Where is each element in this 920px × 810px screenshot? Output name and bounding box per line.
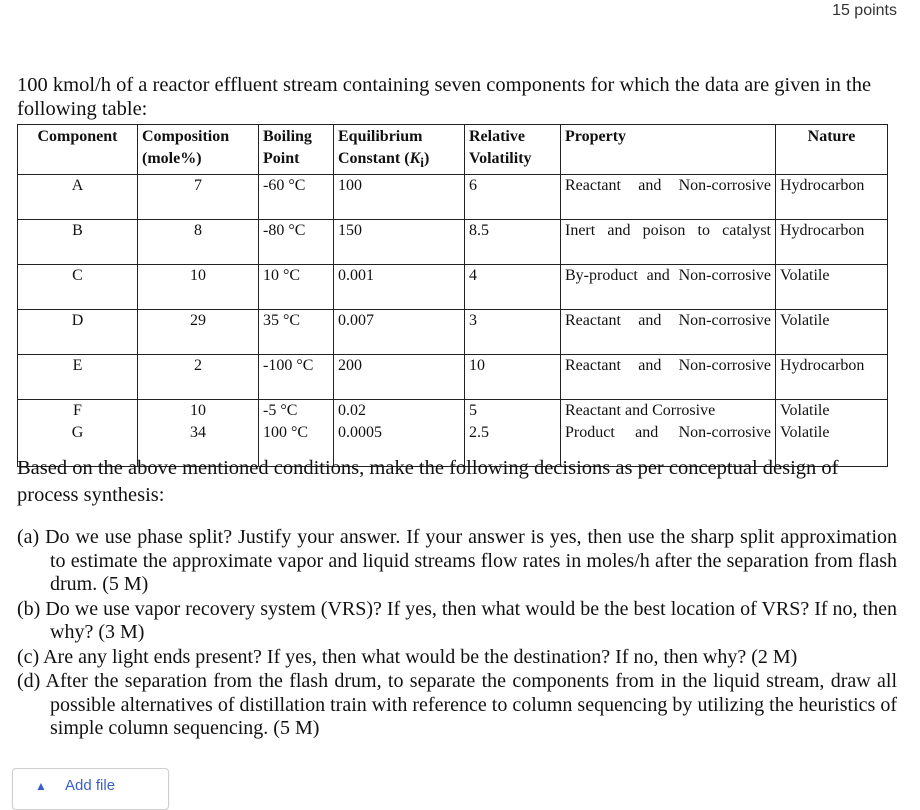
table-row <box>18 220 888 265</box>
cell-equilibrium-constant: 0.0005 <box>334 422 465 467</box>
header-equilibrium-text: Equilibrium Constant ( <box>338 128 423 167</box>
table-row <box>18 310 888 355</box>
header-property: Property <box>561 125 776 175</box>
cell-component: E <box>18 355 138 400</box>
cell-equilibrium-constant: 0.02 <box>334 400 465 423</box>
header-equilibrium-sub: i <box>420 155 424 171</box>
cell-boiling-point: 10 °C <box>259 265 334 310</box>
cell-equilibrium-constant: 0.001 <box>334 265 465 310</box>
header-boiling-point: Boiling Point <box>259 125 334 175</box>
cell-relative-volatility: 5 <box>465 400 561 423</box>
question-c: (c) Are any light ends present? If yes, then what would be the destination? If no, then why? (2 M) <box>17 645 798 668</box>
header-equilibrium-close: ) <box>423 150 430 167</box>
cell-component: A <box>18 175 138 220</box>
cell-equilibrium-constant: 0.007 <box>334 310 465 355</box>
cell-boiling-point: 100 °C <box>259 422 334 467</box>
question-a: (a) Do we use phase split? Justify your answer. If your answer is yes, then use the sharp split approximation to estimate the approximate vapor and liquid streams flow rates in moles/h after the separation from flash drum. (5 M) <box>17 526 897 595</box>
cell-component: C <box>18 265 138 310</box>
header-relative-volatility: Relative Volatility <box>465 125 561 175</box>
upload-arrow-icon: ▲ <box>35 779 47 793</box>
add-file-button[interactable] <box>12 768 169 810</box>
cell-relative-volatility: 6 <box>465 175 561 220</box>
cell-boiling-point: -80 °C <box>259 220 334 265</box>
cell-property: Product and Non-corrosive <box>561 422 776 467</box>
cell-boiling-point: -5 °C <box>259 400 334 423</box>
cell-property: Reactant and Non-corrosive <box>561 175 776 220</box>
cell-composition: 10 <box>138 265 259 310</box>
cell-boiling-point: -100 °C <box>259 355 334 400</box>
cell-nature: Hydrocarbon <box>776 175 888 220</box>
header-nature: Nature <box>776 125 888 175</box>
question-d: (d) After the separation from the flash drum, to separate the components from in the liquid stream, draw all possible alternatives of distillation train with reference to column sequencing by utilizing the heuristics of simple column sequencing. (5 M) <box>17 670 897 739</box>
cell-property: Reactant and Non-corrosive <box>561 355 776 400</box>
cell-relative-volatility: 10 <box>465 355 561 400</box>
cell-nature: Volatile <box>776 265 888 310</box>
table-header-row <box>18 125 888 175</box>
table-row <box>18 355 888 400</box>
cell-nature: Hydrocarbon <box>776 220 888 265</box>
cell-property: Inert and poison to catalyst <box>561 220 776 265</box>
add-file-label: Add file <box>65 777 116 794</box>
cell-nature: Hydrocarbon <box>776 355 888 400</box>
intro-text: 100 kmol/h of a reactor effluent stream containing seven components for which the data are given in the following table: <box>17 74 872 120</box>
cell-boiling-point: 35 °C <box>259 310 334 355</box>
cell-component: B <box>18 220 138 265</box>
cell-property: Reactant and Non-corrosive <box>561 310 776 355</box>
table-row <box>18 175 888 220</box>
cell-component: G <box>18 422 138 467</box>
cell-equilibrium-constant: 150 <box>334 220 465 265</box>
cell-composition: 29 <box>138 310 259 355</box>
cell-relative-volatility: 4 <box>465 265 561 310</box>
cell-equilibrium-constant: 100 <box>334 175 465 220</box>
question-list <box>17 526 897 742</box>
component-data-table <box>17 124 888 467</box>
header-equilibrium-k: K <box>409 150 421 167</box>
cell-relative-volatility: 8.5 <box>465 220 561 265</box>
table-row <box>18 265 888 310</box>
cell-composition: 8 <box>138 220 259 265</box>
cell-property: Reactant and Corrosive <box>561 400 776 423</box>
cell-property: By-product and Non-corrosive <box>561 265 776 310</box>
cell-composition: 2 <box>138 355 259 400</box>
cell-nature: Volatile <box>776 310 888 355</box>
cell-composition: 7 <box>138 175 259 220</box>
cell-component: F <box>18 400 138 423</box>
header-component: Component <box>18 125 138 175</box>
points-label: 15 points <box>832 2 897 19</box>
decisions-intro-text: Based on the above mentioned conditions, make the following decisions as per conceptual design of process synthesis: <box>17 457 839 506</box>
cell-nature: Volatile <box>776 422 888 467</box>
cell-component: D <box>18 310 138 355</box>
table-row <box>18 400 888 423</box>
cell-composition: 10 <box>138 400 259 423</box>
header-composition: Composition (mole%) <box>138 125 259 175</box>
cell-boiling-point: -60 °C <box>259 175 334 220</box>
cell-relative-volatility: 2.5 <box>465 422 561 467</box>
header-equilibrium-constant <box>334 125 465 175</box>
cell-nature: Volatile <box>776 400 888 423</box>
cell-equilibrium-constant: 200 <box>334 355 465 400</box>
cell-composition: 34 <box>138 422 259 467</box>
question-b: (b) Do we use vapor recovery system (VRS)? If yes, then what would be the best location of VRS? If no, then why? (3 M) <box>17 597 897 643</box>
cell-relative-volatility: 3 <box>465 310 561 355</box>
